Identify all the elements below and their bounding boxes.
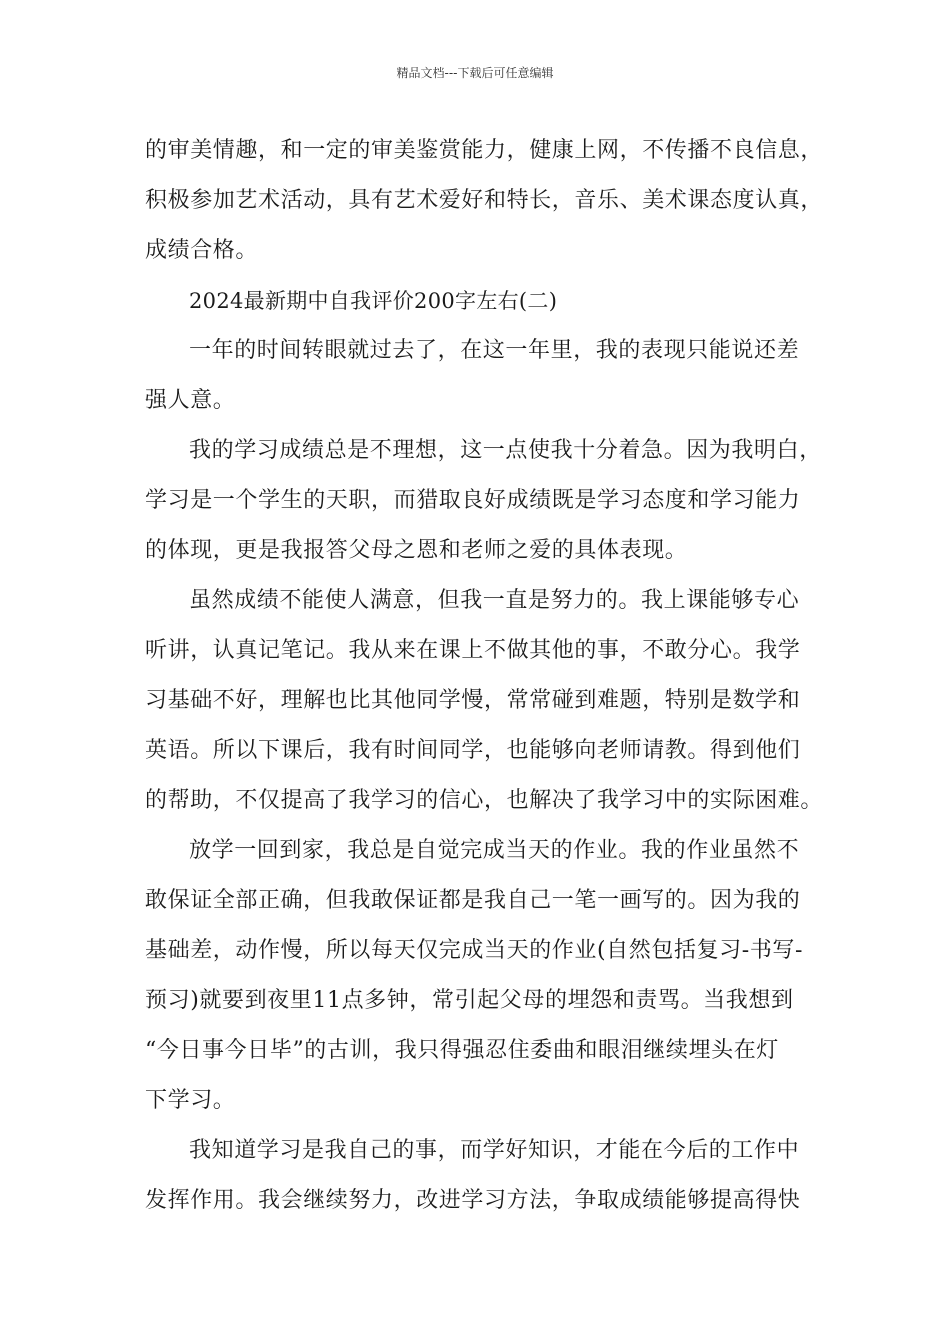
text-line: 英语。所以下课后，我有时间同学，也能够向老师请教。得到他们 [145, 738, 801, 763]
text-line: 成绩合格。 [145, 238, 259, 263]
text-line: 的审美情趣，和一定的审美鉴赏能力，健康上网，不传播不良信息， [145, 138, 824, 163]
text-line: 放学一回到家，我总是自觉完成当天的作业。我的作业虽然不 [189, 838, 800, 863]
page-header: 精品文档---下载后可任意编辑 [396, 66, 554, 80]
text-line: 听讲，认真记笔记。我从来在课上不做其他的事，不敢分心。我学 [145, 638, 801, 663]
section-heading: 2024最新期中自我评价200字左右(二) [189, 289, 558, 313]
text-line: “今日事今日毕”的古训，我只得强忍住委曲和眼泪继续埋头在灯 [145, 1038, 779, 1063]
text-line: 敢保证全部正确，但我敢保证都是我自己一笔一画写的。因为我的 [145, 888, 801, 913]
text-line: 强人意。 [145, 388, 236, 413]
text-line: 基础差，动作慢，所以每天仅完成当天的作业(自然包括复习-书写- [145, 938, 804, 963]
text-line: 预习)就要到夜里11点多钟，常引起父母的埋怨和责骂。当我想到 [145, 988, 794, 1013]
text-line: 我的学习成绩总是不理想，这一点使我十分着急。因为我明白， [189, 438, 822, 463]
text-line: 习基础不好，理解也比其他同学慢，常常碰到难题，特别是数学和 [145, 688, 801, 713]
text-line: 我知道学习是我自己的事，而学好知识，才能在今后的工作中 [189, 1138, 800, 1163]
text-line: 学习是一个学生的天职，而猎取良好成绩既是学习态度和学习能力 [145, 488, 801, 513]
text-line: 下学习。 [145, 1088, 236, 1113]
document-body [145, 126, 824, 1226]
text-line: 发挥作用。我会继续努力，改进学习方法，争取成绩能够提高得快 [145, 1188, 801, 1213]
text-line: 积极参加艺术活动，具有艺术爱好和特长，音乐、美术课态度认真， [145, 188, 824, 213]
text-line: 的体现，更是我报答父母之恩和老师之爱的具体表现。 [145, 538, 688, 563]
text-line: 的帮助，不仅提高了我学习的信心，也解决了我学习中的实际困难。 [145, 788, 824, 813]
text-line: 一年的时间转眼就过去了，在这一年里，我的表现只能说还差 [189, 338, 800, 363]
text-line: 虽然成绩不能使人满意，但我一直是努力的。我上课能够专心 [189, 588, 800, 613]
